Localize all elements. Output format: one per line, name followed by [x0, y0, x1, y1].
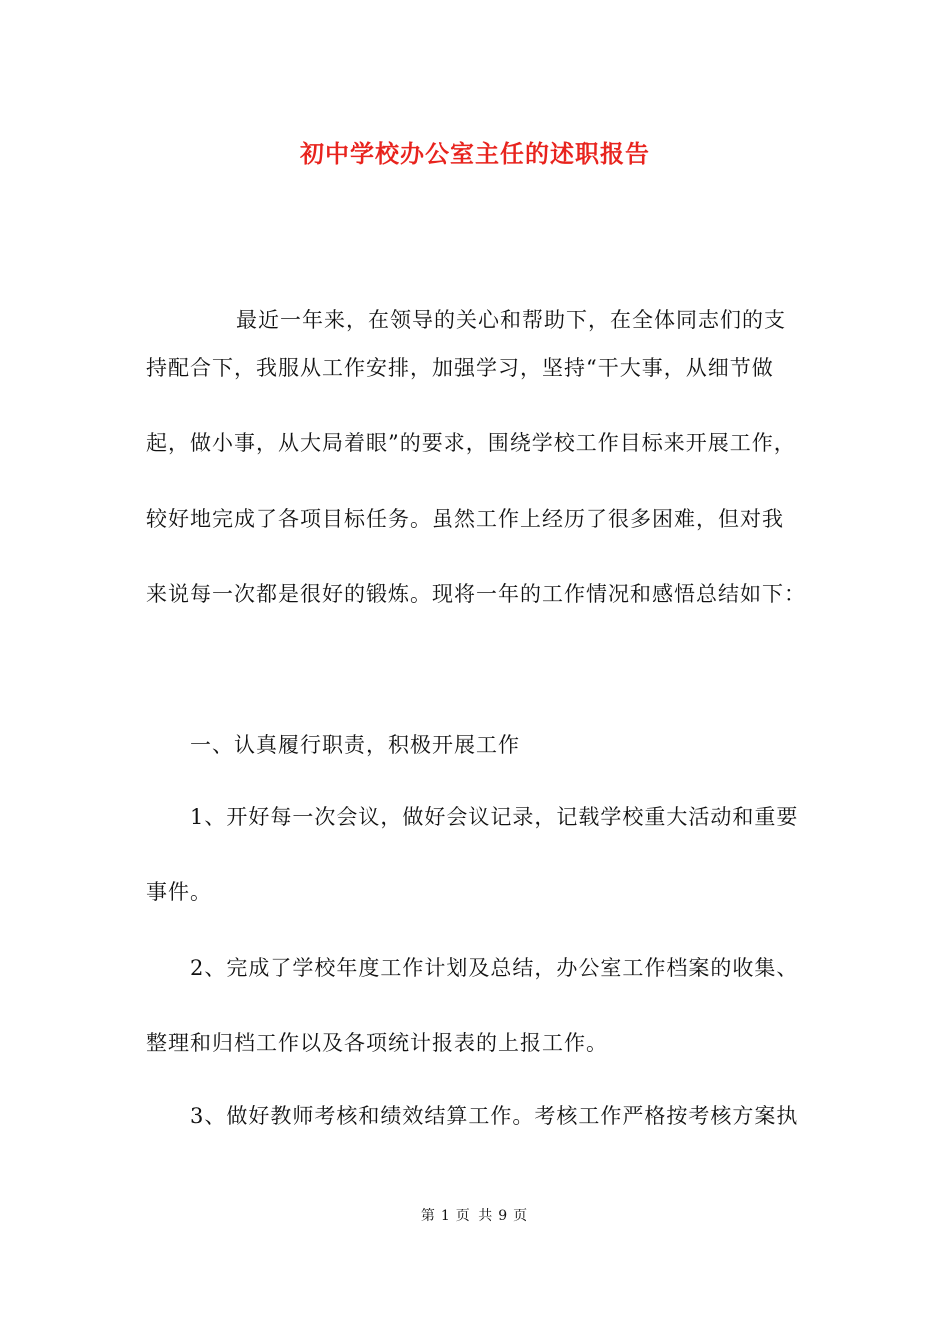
list-item-line: 1、开好每一次会议，做好会议记录，记载学校重大活动和重要 [190, 805, 799, 829]
paragraph-line: 较好地完成了各项目标任务。虽然工作上经历了很多困难，但对我 [146, 507, 784, 531]
paragraph-line: 来说每一次都是很好的锻炼。现将一年的工作情况和感悟总结如下： [146, 582, 806, 606]
page-label-prefix: 第 [420, 1208, 437, 1224]
paragraph-line: 持配合下，我服从工作安排，加强学习，坚持“干大事，从细节做 [146, 356, 774, 380]
list-item-line: 3、做好教师考核和绩效结算工作。考核工作严格按考核方案执 [190, 1104, 799, 1128]
current-page-number: 1 [440, 1208, 452, 1224]
list-item-line: 事件。 [146, 880, 212, 904]
document-title: 初中学校办公室主任的述职报告 [300, 139, 650, 168]
page-label-mid: 页 共 [455, 1208, 495, 1224]
page-number-footer [0, 1206, 950, 1226]
page-label-suffix: 页 [513, 1208, 530, 1224]
total-pages-number: 9 [498, 1208, 510, 1224]
paragraph-line: 起，做小事，从大局着眼”的要求，围绕学校工作目标来开展工作， [146, 431, 796, 455]
list-item-line: 整理和归档工作以及各项统计报表的上报工作。 [146, 1031, 608, 1055]
list-item-line: 2、完成了学校年度工作计划及总结，办公室工作档案的收集、 [190, 956, 799, 980]
section-heading: 一、认真履行职责，积极开展工作 [190, 733, 520, 757]
paragraph-line: 最近一年来，在领导的关心和帮助下，在全体同志们的支 [236, 308, 786, 332]
